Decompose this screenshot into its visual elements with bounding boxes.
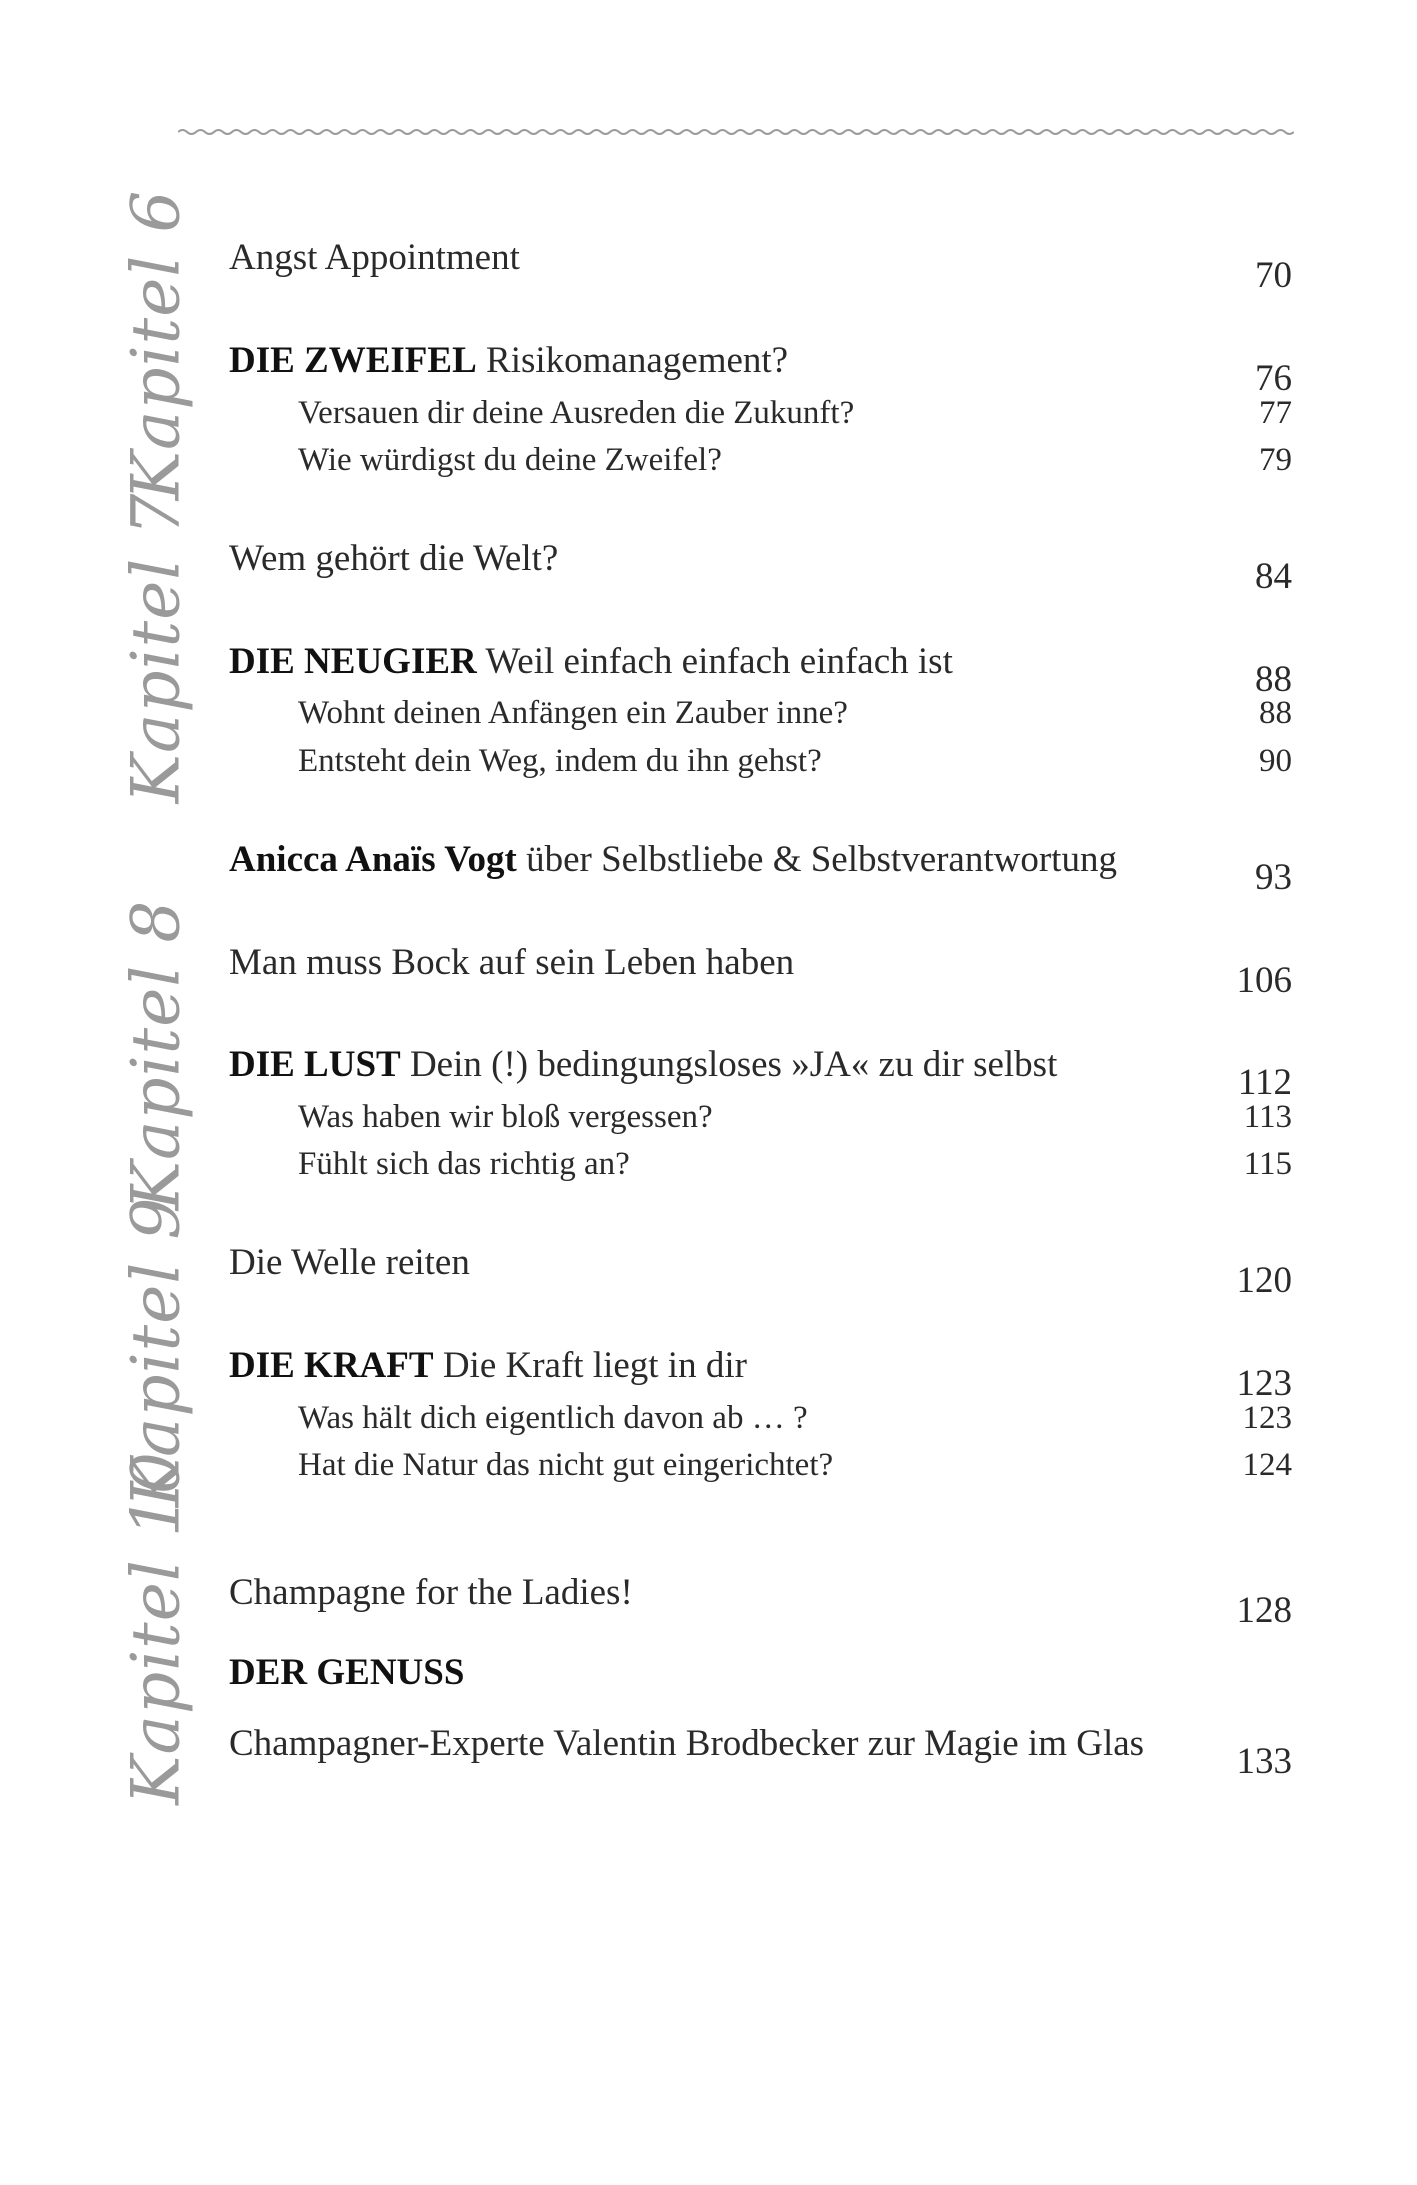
entry-title: Champagne for the Ladies!: [229, 1572, 633, 1613]
page-number: 70: [1255, 255, 1292, 296]
page-number: 77: [1259, 395, 1292, 431]
entry-title: Hat die Natur das nicht gut eingerichtet?: [298, 1447, 834, 1483]
page-number: 88: [1259, 695, 1292, 731]
entry-title: Was hält dich eigentlich davon ab … ?: [298, 1400, 808, 1436]
entry-title: Man muss Bock auf sein Leben haben: [229, 942, 795, 983]
page-number: 133: [1236, 1741, 1292, 1782]
page-number: 115: [1243, 1146, 1292, 1182]
entry-title: DIE NEUGIER Weil einfach einfach einfach ist: [229, 641, 953, 682]
section-heading: DIE LUST: [229, 1044, 401, 1085]
entry-title: Fühlt sich das richtig an?: [298, 1146, 630, 1182]
entry-title: Wie würdigst du deine Zweifel?: [298, 442, 722, 478]
page-number: 106: [1236, 960, 1292, 1001]
entry-title: Anicca Anaïs Vogt über Selbstliebe & Selbstverantwortung: [229, 839, 1117, 880]
section-heading: DIE KRAFT: [229, 1345, 434, 1386]
page-number: 112: [1237, 1062, 1292, 1103]
entry-title: DIE KRAFT Die Kraft liegt in dir: [229, 1345, 747, 1386]
page-number: 90: [1259, 743, 1292, 779]
wavy-divider-ornament: [178, 126, 1294, 138]
page-number: 113: [1243, 1099, 1292, 1135]
entry-title: DIE LUST Dein (!) bedingungsloses »JA« zu dir selbst: [229, 1044, 1058, 1085]
entry-title: Wem gehört die Welt?: [229, 538, 559, 579]
entry-title: Entsteht dein Weg, indem du ihn gehst?: [298, 743, 822, 779]
entry-title: Was haben wir bloß vergessen?: [298, 1099, 713, 1135]
entry-title: Champagner-Experte Valentin Brodbecker zur Magie im Glas: [229, 1723, 1145, 1764]
entry-title: Wohnt deinen Anfängen ein Zauber inne?: [298, 695, 848, 731]
entry-title: Angst Appointment: [229, 237, 520, 278]
entry-title: Die Welle reiten: [229, 1242, 470, 1283]
page-number: 124: [1242, 1447, 1292, 1483]
page-number: 123: [1242, 1400, 1292, 1436]
section-heading: DER GENUSS: [229, 1652, 465, 1693]
page-number: 84: [1255, 556, 1292, 597]
section-heading: DIE ZWEIFEL: [229, 340, 477, 381]
page-number: 79: [1259, 442, 1292, 478]
entry-title: DIE ZWEIFEL Risikomanagement?: [229, 340, 789, 381]
page-number: 93: [1255, 857, 1292, 898]
page-number: 123: [1236, 1363, 1292, 1404]
entry-title: Versauen dir deine Ausreden die Zukunft?: [298, 395, 855, 431]
interview-guest-name: Anicca Anaïs Vogt: [229, 839, 517, 880]
page-number: 76: [1255, 358, 1292, 399]
page-number: 88: [1255, 659, 1292, 700]
page-number: 120: [1236, 1260, 1292, 1301]
section-heading: DIE NEUGIER: [229, 641, 477, 682]
entry-title: [229, 1651, 464, 1694]
page-number: 128: [1236, 1590, 1292, 1631]
